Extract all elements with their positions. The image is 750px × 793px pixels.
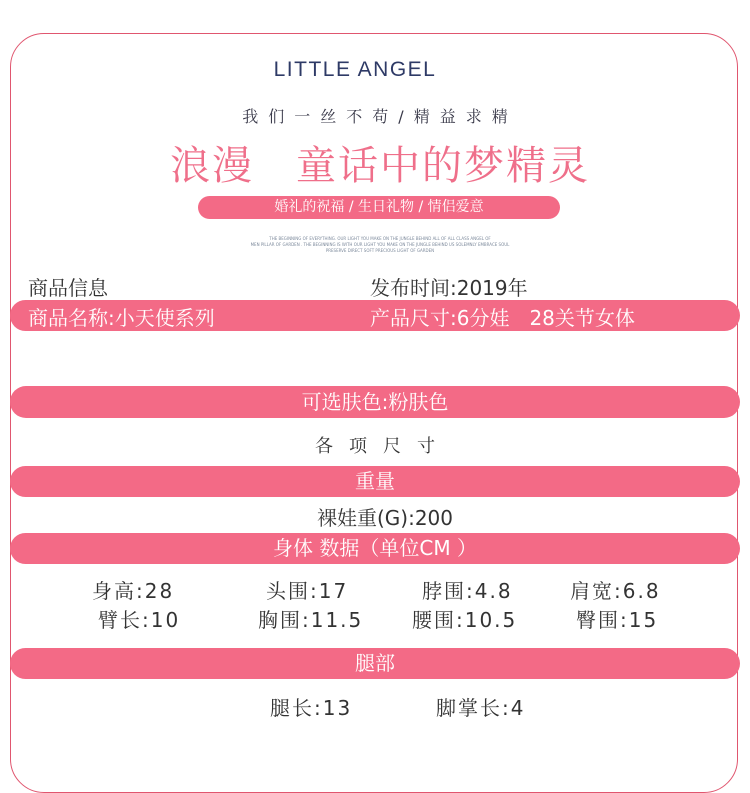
measurement: 臀围:15 [576,608,659,632]
slogan: 浪漫 童话中的梦精灵 [170,143,590,189]
occasions-banner: 婚礼的祝福 / 生日礼物 / 情侣爱意 [198,196,560,219]
measurement: 肩宽:6.8 [570,579,661,603]
product-info-bar [10,300,740,331]
measurement: 胸围:11.5 [258,608,364,632]
dimensions-heading: 各项尺寸 [315,436,451,457]
product-info-title: 商品信息 [28,276,108,300]
measurement: 脖围:4.8 [422,579,513,603]
measurement: 脚掌长:4 [436,696,526,720]
weight-bar: 重量 [10,466,740,497]
product-name: 商品名称:小天使系列 [28,306,215,330]
legs-bar: 腿部 [10,648,740,679]
brand-title: LITTLE ANGEL [273,58,437,81]
measurement: 腿长:13 [270,696,353,720]
product-size: 产品尺寸:6分娃 28关节女体 [370,306,635,330]
measurement: 腰围:10.5 [412,608,518,632]
body-data-bar: 身体 数据（单位CM ） [10,533,740,564]
fine-print-line: PRESERVE DIRECT SOFT PRECIOUS LIGHT OF GARDEN [325,248,435,253]
weight-value: 裸娃重(G):200 [316,506,453,530]
skin-color-bar: 可选肤色:粉肤色 [10,386,740,418]
measurement: 头围:17 [266,579,349,603]
fine-print-line: THE BEGINNING OF EVERYTHING. OUR LIGHT YOU MAKE ON THE JUNGLE BEHIND ALL OF ALL CLASS ANGEL OF [269,236,491,241]
measurement: 臂长:10 [98,608,181,632]
fine-print-line: MEN PILLAR OF GARDEN . THE BEGINNING IS WITH OUR LIGHT YOU MAKE ON THE JUNGLE BEHIND US SOLEMNLY EMBRACE SOUL [250,242,510,247]
release-date: 发布时间:2019年 [370,276,528,300]
measurement: 身高:28 [92,579,175,603]
motto: 我们一丝不苟/精益求精 [242,107,518,126]
